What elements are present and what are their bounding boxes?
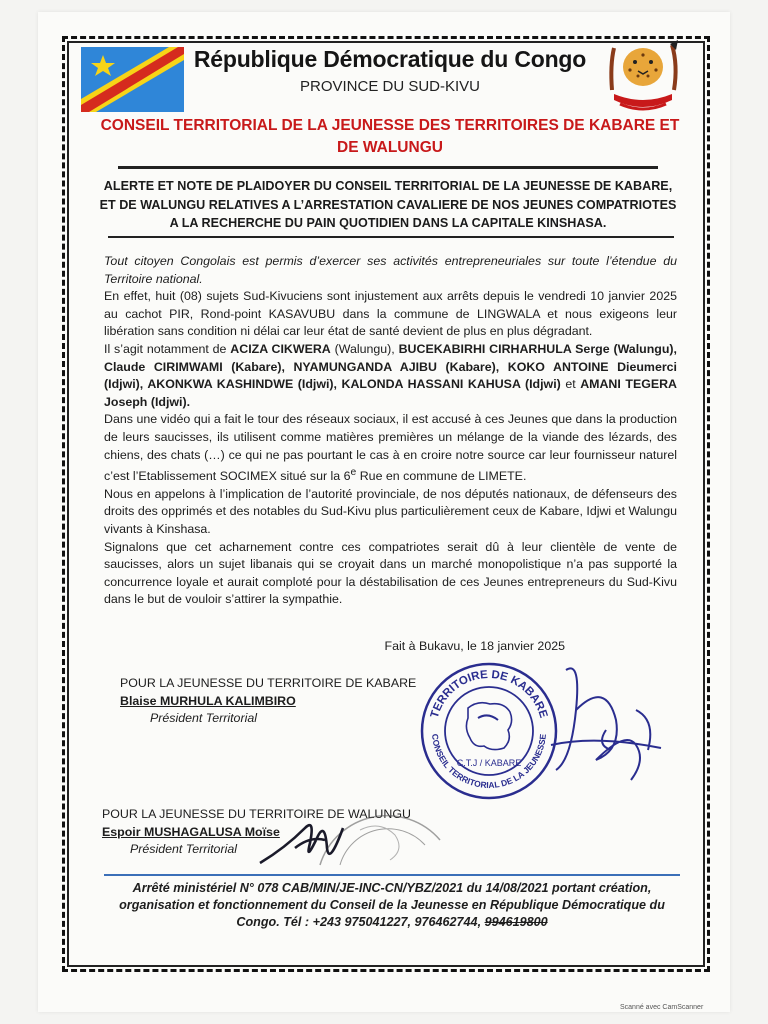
intro-paragraph: Tout citoyen Congolais est permis d’exercer ses activités entrepreneuriales sur toute l’étendue du Territoire national.	[104, 254, 677, 286]
council-heading: CONSEIL TERRITORIAL DE LA JEUNESSE DES TERRITOIRES DE KABARE ET DE WALUNGU	[100, 117, 680, 156]
footer-divider	[104, 874, 680, 876]
country-title: République Démocratique du Congo	[193, 46, 587, 72]
letter-body	[104, 253, 677, 609]
stamp-bottom-text: CONSEIL TERRITORIAL DE LA JEUNESSE	[430, 733, 548, 791]
paragraph-signal: Signalons que cet acharnement contre ces compatriotes serait dû à leur clientèle de vente de saucisses, alors un sujet libanais qui se croyait dans un marché monopolistique n’a pas supporté la concurrence loyale et aurait comploté pour la déstabilisation de ces Jeunes entrepreneurs du Sud-Kivu dans le but de vouloir s’attirer la sympathie.	[104, 539, 677, 607]
persons-lead: Il s’agit notamment de	[104, 341, 231, 356]
paragraph-persons	[104, 341, 677, 411]
person-name: AMANI TEGERA Joseph (Idjwi).	[104, 377, 678, 409]
signatory-org: POUR LA JEUNESSE DU TERRITOIRE DE WALUNGU	[102, 807, 411, 821]
signatory-name: Espoir MUSHAGALUSA Moïse	[102, 824, 280, 839]
signature-walungu	[255, 808, 355, 870]
video-text-end: Rue en commune de LIMETE.	[356, 469, 527, 484]
svg-text:TERRITOIRE DE KABARE	[429, 669, 550, 720]
scanner-watermark: Scanné avec CamScanner	[620, 1004, 704, 1011]
paragraph-appeal: Nous en appelons à l’implication de l’autorité provinciale, de nos députés nationaux, de défenseurs des droits des opprimés et des notables du Sud-Kivu plus particulièrement ceux de Kabare, Idjwi et Walungu vivants à Kinshasa.	[104, 486, 677, 537]
stamp-top-text: TERRITOIRE DE KABARE	[428, 668, 550, 720]
person-name: ACIZA CIKWERA	[230, 341, 331, 356]
signatory-role: Président Territorial	[130, 842, 237, 856]
struck-phone-number: 994619800	[484, 915, 548, 929]
ordinal-sup: e	[350, 467, 357, 479]
signature-kabare	[536, 650, 671, 800]
province-subtitle: PROVINCE DU SUD-KIVU	[299, 78, 481, 95]
divider	[118, 166, 658, 169]
signatory-role: Président Territorial	[150, 711, 257, 725]
paragraph-video	[104, 411, 677, 486]
person-names: BUCEKABIRHI CIRHARHULA Serge (Walungu), Claude CIRIMWAMI (Kabare), NYAMUNGANDA AJIBU (Kabare), KOKO ANTOINE Dieumerci (Idjwi), AKONKWA KASHINDWE (Idjwi), KALONDA HASSANI KAHUSA (Idjwi)	[104, 341, 677, 392]
person-suffix: (Walungu),	[330, 341, 399, 356]
paragraph-arrest: En effet, huit (08) sujets Sud-Kivuciens sont injustement aux arrêts depuis le vendredi 10 janvier 2025 au cachot PIR, Rond-point KASAVUBU dans la commune de LINGWALA et nous exigeons leur libération sans condition ni délai car leur état de santé devient de plus en plus dégradant.	[104, 289, 677, 339]
alert-title: ALERTE ET NOTE DE PLAIDOYER DU CONSEIL TERRITORIAL DE LA JEUNESSE DE KABARE, ET DE WALUNGU RELATIVES A L’ARRESTATION CAVALIERE DE NOS JEUNES COMPATRIOTES A LA RECHERCHE DU PAIN QUOTIDIEN DANS LA CAPITALE KINSHASA.	[99, 179, 677, 230]
footer-decree	[104, 880, 680, 931]
stamp-center-text: C.T.J / KABARE	[456, 758, 522, 768]
divider	[108, 236, 674, 238]
video-text: Dans une vidéo qui a fait le tour des réseaux sociaux, il est accusé à ces Jeunes que dans la production de leurs saucisses, ils utilisent comme matières premières un mélange de la viande des lézards, des chiens, des chats (…) ce qui ne pas pourtant le cas à en croire notre source car leur fournisseur naturel c’est l’Etablissement SOCIMEX situé sur la 6	[104, 412, 677, 484]
footer-text: Arrêté ministériel N° 078 CAB/MIN/JE-INC-CN/YBZ/2021 du 14/08/2021 portant création, organisation et fonctionnement du Conseil de la Jeunesse en République Démocratique du Congo. Tél : +243 975041227, 976462744,	[119, 881, 665, 929]
signatory-name: Blaise MURHULA KALIMBIRO	[120, 693, 296, 708]
signatory-org: POUR LA JEUNESSE DU TERRITOIRE DE KABARE	[120, 676, 417, 690]
date-line: Fait à Bukavu, le 18 janvier 2025	[384, 639, 565, 653]
signatory-kabare	[120, 675, 416, 728]
person-suffix: et	[560, 377, 581, 392]
